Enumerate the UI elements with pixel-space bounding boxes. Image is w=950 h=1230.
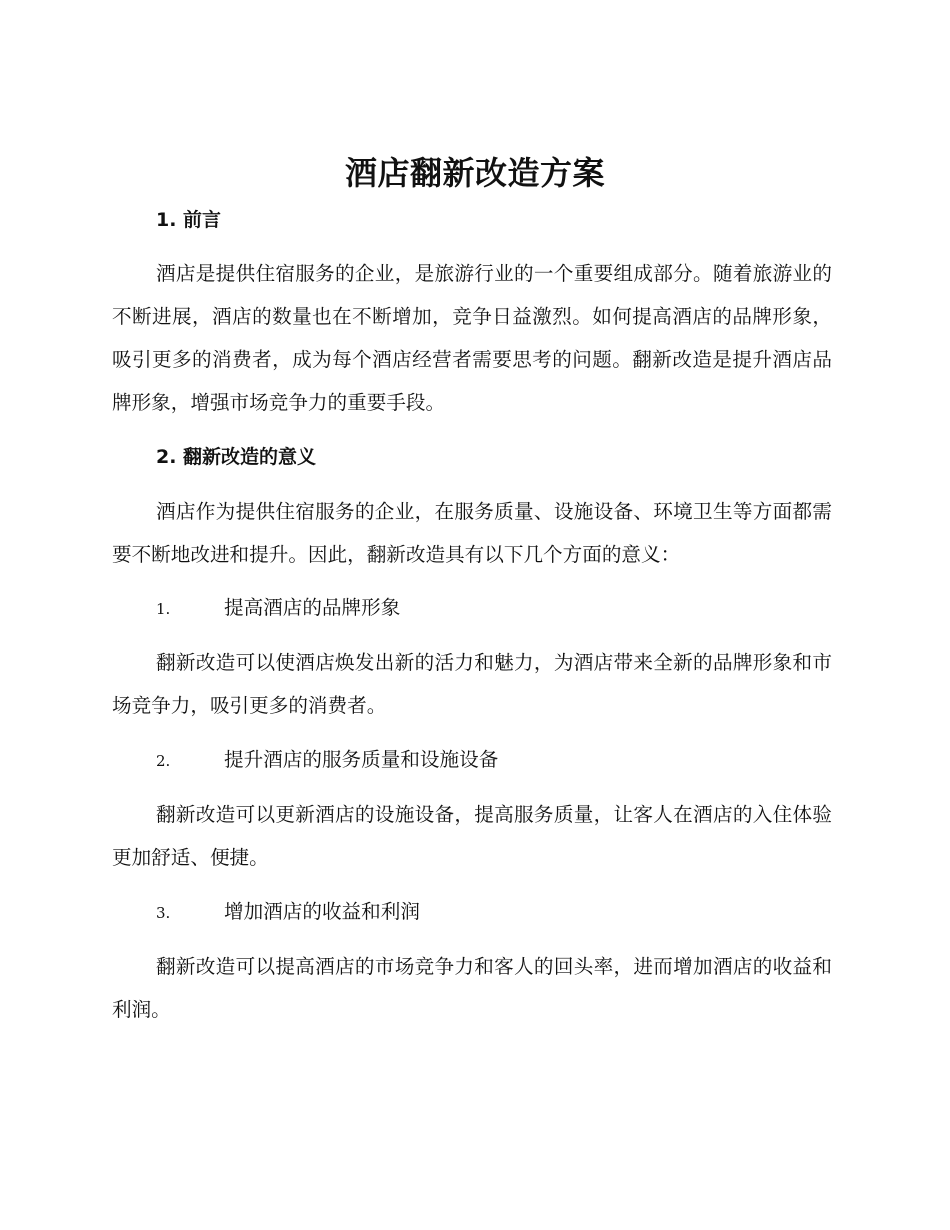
list-label-1: 提高酒店的品牌形象	[224, 596, 401, 619]
list-item-3	[156, 897, 420, 928]
list-label-2: 提升酒店的服务质量和设施设备	[224, 748, 499, 771]
paragraph-significance: 酒店作为提供住宿服务的企业，在服务质量、设施设备、环境卫生等方面都需要不断地改进和提升。因此，翻新改造具有以下几个方面的意义：	[112, 500, 832, 566]
list-number-1: 1.	[156, 600, 171, 618]
paragraph-list-2: 翻新改造可以更新酒店的设施设备，提高服务质量，让客人在酒店的入住体验更加舒适、便捷。	[112, 803, 832, 869]
document-title: 酒店翻新改造方案	[344, 154, 605, 192]
paragraph-preface: 酒店是提供住宿服务的企业，是旅游行业的一个重要组成部分。随着旅游业的不断进展，酒店的数量也在不断增加，竞争日益激烈。如何提高酒店的品牌形象，吸引更多的消费者，成为每个酒店经营者需要思考的问题。翻新改造是提升酒店品牌形象，增强市场竞争力的重要手段。	[112, 262, 832, 414]
list-number-3: 3.	[156, 904, 171, 922]
section-heading-preface: 1. 前言	[156, 209, 222, 231]
paragraph-list-3: 翻新改造可以提高酒店的市场竞争力和客人的回头率，进而增加酒店的收益和利润。	[112, 955, 832, 1021]
section-heading-significance: 2. 翻新改造的意义	[156, 446, 317, 468]
list-number-2: 2.	[156, 752, 171, 770]
list-item-1	[156, 593, 400, 624]
list-label-3: 增加酒店的收益和利润	[224, 900, 420, 923]
list-item-2	[156, 745, 498, 776]
paragraph-list-1: 翻新改造可以使酒店焕发出新的活力和魅力，为酒店带来全新的品牌形象和市场竞争力，吸引更多的消费者。	[112, 651, 832, 717]
